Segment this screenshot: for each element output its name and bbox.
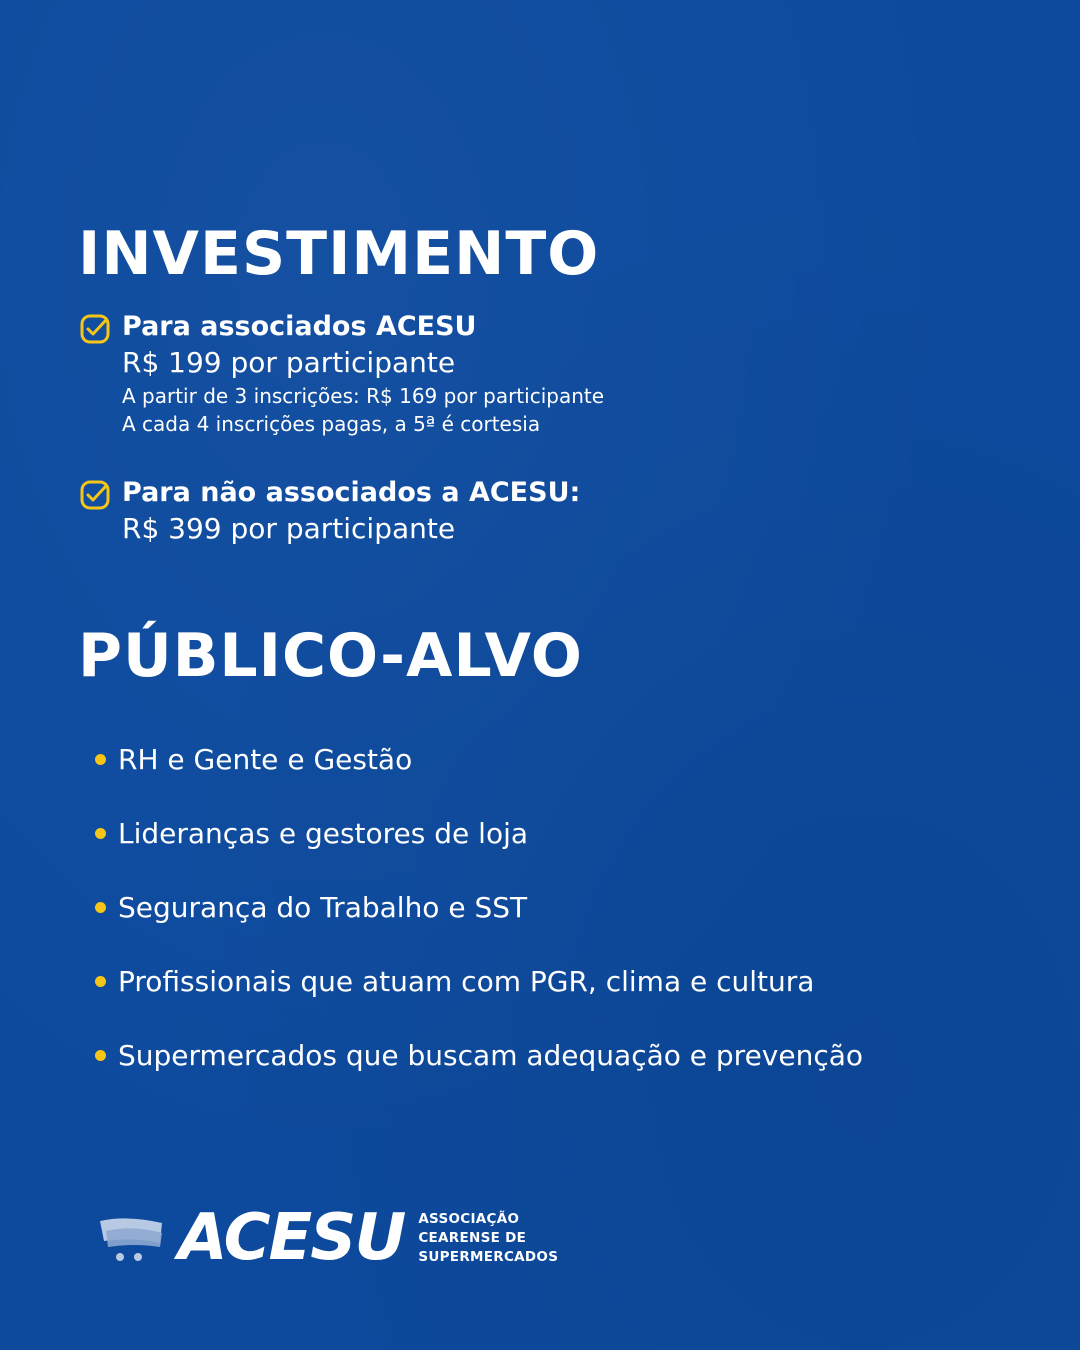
investment-item-nao-associados bbox=[80, 476, 580, 548]
investment-heading: Para associados ACESU bbox=[122, 311, 477, 342]
audience-list bbox=[95, 722, 863, 1092]
list-item-label: Lideranças e gestores de loja bbox=[118, 816, 529, 850]
checkbox-checked-icon bbox=[80, 314, 110, 344]
bullet-icon bbox=[95, 902, 106, 913]
investment-price: R$ 399 por participante bbox=[122, 512, 456, 545]
list-item bbox=[95, 722, 863, 796]
acesu-logo bbox=[98, 1201, 559, 1275]
logo-subtitle bbox=[418, 1210, 558, 1267]
list-item-label: Segurança do Trabalho e SST bbox=[118, 890, 528, 924]
logo-subtitle-line: CEARENSE DE bbox=[418, 1229, 527, 1246]
list-item bbox=[95, 796, 863, 870]
bullet-icon bbox=[95, 828, 106, 839]
list-item bbox=[95, 944, 863, 1018]
investment-note: A cada 4 inscrições pagas, a 5ª é cortesia bbox=[122, 412, 541, 436]
list-item-label: Profissionais que atuam com PGR, clima e cultura bbox=[118, 964, 815, 998]
bullet-icon bbox=[95, 1050, 106, 1061]
publico-alvo-title: PÚBLICO-ALVO bbox=[78, 621, 583, 691]
investimento-title: INVESTIMENTO bbox=[78, 219, 600, 289]
logo-subtitle-line: SUPERMERCADOS bbox=[418, 1248, 559, 1265]
bullet-icon bbox=[95, 754, 106, 765]
list-item bbox=[95, 870, 863, 944]
list-item bbox=[95, 1018, 863, 1092]
investment-price: R$ 199 por participante bbox=[122, 346, 456, 379]
list-item-label: Supermercados que buscam adequação e prevenção bbox=[118, 1038, 864, 1072]
bullet-icon bbox=[95, 976, 106, 987]
investment-note: A partir de 3 inscrições: R$ 169 por participante bbox=[122, 384, 605, 408]
investment-item-associados bbox=[80, 310, 604, 438]
shopping-cart-icon bbox=[98, 1213, 166, 1263]
checkbox-checked-icon bbox=[80, 480, 110, 510]
list-item-label: RH e Gente e Gestão bbox=[118, 742, 413, 776]
logo-subtitle-line: ASSOCIAÇÃO bbox=[418, 1210, 520, 1227]
investment-heading: Para não associados a ACESU: bbox=[122, 477, 581, 508]
logo-wordmark: ACESU bbox=[178, 1201, 405, 1275]
